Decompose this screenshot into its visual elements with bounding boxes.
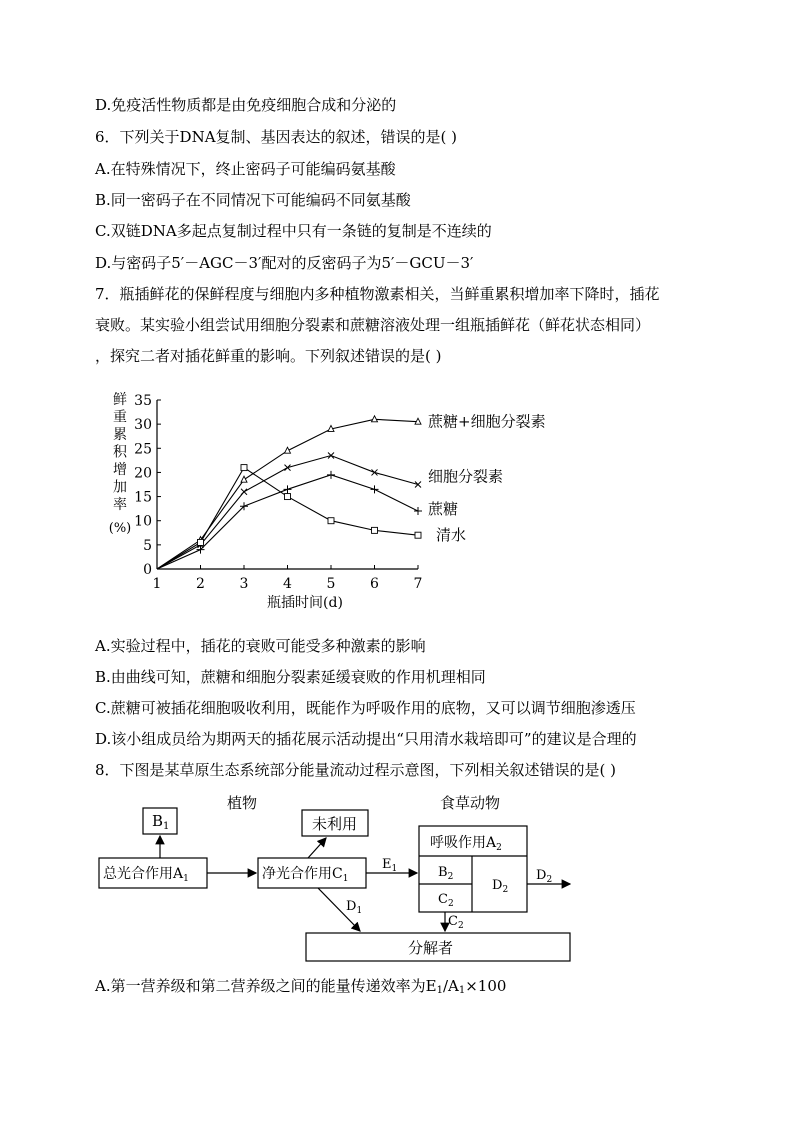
y-tick-label: 10 <box>134 513 152 530</box>
point-marker <box>241 476 247 482</box>
herbivore-label: 食草动物 <box>440 794 501 812</box>
y-axis-label-char: 鲜 <box>113 392 127 408</box>
point-marker <box>372 416 378 422</box>
q8-stem: 8．下图是某草原生态系统部分能量流动过程示意图，下列相关叙述错误的是( ) <box>95 761 617 779</box>
point-marker <box>328 453 334 459</box>
net-photosynthesis-label: 净光合作用$C_1$ <box>262 866 349 884</box>
point-marker <box>327 471 335 479</box>
x-tick-label: 2 <box>196 576 205 592</box>
chart-series <box>157 413 546 569</box>
x-tick-label: 7 <box>413 576 423 592</box>
y-axis-label-char: 加 <box>113 479 127 496</box>
q6-stem: 6．下列关于DNA复制、基因表达的叙述，错误的是( ) <box>95 128 458 146</box>
y-tick-label: 30 <box>134 417 152 434</box>
y-tick-label: 5 <box>143 537 152 554</box>
y-tick-label: 15 <box>134 489 152 506</box>
respiration-label: 呼吸作用$A_2$ <box>430 835 502 853</box>
point-marker <box>372 527 378 533</box>
x-tick-label: 3 <box>239 576 249 592</box>
series-label: 细胞分裂素 <box>428 467 504 486</box>
y-axis-label-char: 率 <box>113 497 127 513</box>
q6-option-a: A.在特殊情况下，终止密码子可能编码氨基酸 <box>95 160 396 178</box>
y-tick-label: 20 <box>134 465 152 482</box>
series-label: 蔗糖+细胞分裂素 <box>428 412 546 431</box>
y-axis-label-char: 重 <box>113 409 127 426</box>
series-label: 清水 <box>436 526 467 545</box>
b1-label: $B_1$ <box>152 812 170 832</box>
point-marker <box>415 482 421 488</box>
point-marker <box>285 465 291 471</box>
q7-option-a: A.实验过程中，插花的衰败可能受多种激素的影响 <box>95 637 426 655</box>
point-marker <box>414 507 422 515</box>
point-marker <box>241 489 247 495</box>
fresh-weight-chart <box>100 385 580 617</box>
d2-label: $D_2$ <box>492 878 509 895</box>
y-axis-label <box>109 392 132 536</box>
y-axis-label-char: 积 <box>113 444 127 461</box>
x-tick-label: 1 <box>152 576 162 592</box>
q6-option-b: B.同一密码子在不同情况下可能编码不同氨基酸 <box>95 191 411 209</box>
point-marker <box>415 532 421 538</box>
y-axis-unit: (%) <box>108 521 132 536</box>
total-photosynthesis-label: 总光合作用$A_1$ <box>103 866 189 884</box>
x-axis-label: 瓶插时间(d) <box>267 595 343 611</box>
unused-label: 未利用 <box>312 815 358 833</box>
point-marker <box>198 539 204 545</box>
x-tick-label: 6 <box>370 576 379 592</box>
q7-option-b: B.由曲线可知，蔗糖和细胞分裂素延缓衰败的作用机理相同 <box>95 668 486 686</box>
point-marker <box>285 494 291 500</box>
q7-option-d: D.该小组成员给为期两天的插花展示活动提出“只用清水栽培即可”的建议是合理的 <box>95 730 637 748</box>
series-line <box>157 468 418 569</box>
point-marker <box>241 465 247 471</box>
y-tick-label: 0 <box>143 562 152 578</box>
y-tick-label: 25 <box>134 441 152 458</box>
series-label: 蔗糖 <box>428 500 459 519</box>
point-marker <box>328 518 334 524</box>
x-tick-label: 5 <box>326 576 336 592</box>
q6-option-c: C.双链DNA多起点复制过程中只有一条链的复制是不连续的 <box>95 222 492 240</box>
plant-label: 植物 <box>227 794 258 812</box>
c2-label: $C_2$ <box>438 892 454 909</box>
q5-option-d: D.免疫活性物质都是由免疫细胞合成和分泌的 <box>95 96 397 114</box>
decomposer-label: 分解者 <box>408 939 454 957</box>
e1-label: $E_1$ <box>382 857 398 874</box>
b2-label: $B_2$ <box>438 865 454 882</box>
d2-out-label: $D_2$ <box>536 868 553 885</box>
y-axis-label-char: 累 <box>113 427 127 443</box>
q7-option-c: C.蔗糖可被插花细胞吸收利用，既能作为呼吸作用的底物，又可以调节细胞渗透压 <box>95 699 636 717</box>
q8-option-a: A.第一营养级和第二营养级之间的能量传递效率为$E_1/A_1\times 100$ <box>95 977 507 996</box>
d1-label: $D_1$ <box>346 899 363 916</box>
q6-option-d: D.与密码子5′－AGC－3′配对的反密码子为5′－GCU－3′ <box>95 254 474 272</box>
x-tick-label: 4 <box>283 576 292 592</box>
point-marker <box>372 469 378 475</box>
c2-arrow-label: $C_2$ <box>448 914 464 931</box>
q7-stem-2: 衰败。某实验小组尝试用细胞分裂素和蔗糖溶液处理一组瓶插鲜花（鲜花状态相同） <box>95 316 651 334</box>
point-marker <box>371 485 379 493</box>
y-tick-label: 35 <box>134 393 152 409</box>
q7-stem-1: 7．瓶插鲜花的保鲜程度与细胞内多种植物激素相关，当鲜重累积增加率下降时，插花 <box>95 285 660 303</box>
energy-flow-diagram <box>90 790 590 970</box>
y-axis-label-char: 增 <box>113 462 127 478</box>
point-marker <box>284 485 292 493</box>
q7-stem-3: ，探究二者对插花鲜重的影响。下列叙述错误的是( ) <box>95 347 442 365</box>
